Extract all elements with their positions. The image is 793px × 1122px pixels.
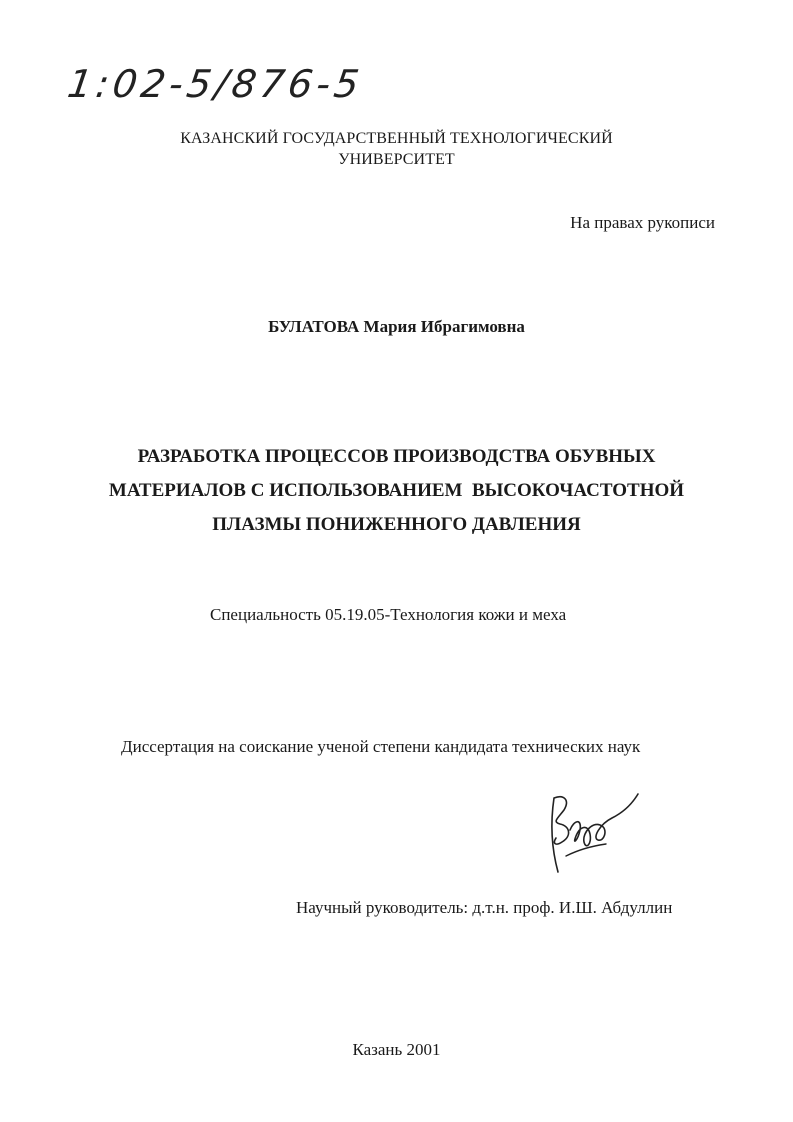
title-line-2: МАТЕРИАЛОВ С ИСПОЛЬЗОВАНИЕМ ВЫСОКОЧАСТОТНОЙ: [108, 480, 685, 501]
title-line-3: ПЛАЗМЫ ПОНИЖЕННОГО ДАВЛЕНИЯ: [212, 514, 581, 535]
university-name: [0, 128, 793, 170]
inventory-number: 1:02-5/876-5: [64, 62, 366, 106]
manuscript-note: На правах рукописи: [570, 213, 715, 232]
specialty: Специальность 05.19.05-Технология кожи и меха: [210, 605, 567, 624]
signature: [530, 780, 645, 880]
degree-statement: Диссертация на соискание ученой степени кандидата технических наук: [121, 737, 641, 756]
author-name: БУЛАТОВА Мария Ибрагимовна: [268, 317, 525, 336]
title-line-1: РАЗРАБОТКА ПРОЦЕССОВ ПРОИЗВОДСТВА ОБУВНЫХ: [137, 446, 656, 467]
dissertation-title: [0, 440, 793, 542]
university-line-2: УНИВЕРСИТЕТ: [338, 151, 455, 168]
university-line-1: КАЗАНСКИЙ ГОСУДАРСТВЕННЫЙ ТЕХНОЛОГИЧЕСКИЙ: [180, 130, 613, 147]
city-year: Казань 2001: [352, 1040, 441, 1059]
scientific-supervisor: Научный руководитель: д.т.н. проф. И.Ш. Абдуллин: [296, 898, 673, 917]
